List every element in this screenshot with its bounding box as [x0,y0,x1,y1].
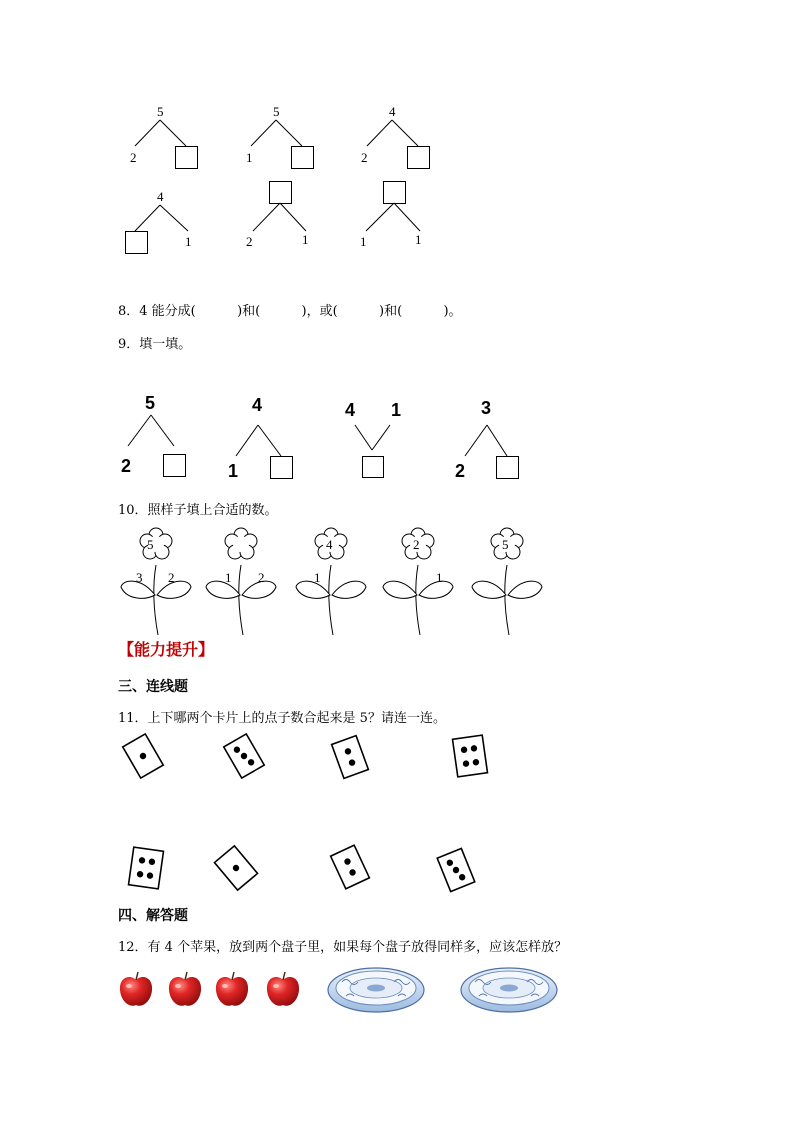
bond-top-right-number: 1 [391,400,402,420]
question-11: 11．上下哪两个卡片上的点子数合起来是 5？请连一连。 [118,711,446,726]
bond-top-number: 3 [481,398,492,418]
bond-right-number: 1 [185,234,192,249]
bond-left-number: 2 [130,150,137,165]
section-4-title: 四、解答题 [118,908,188,924]
question-9: 9．填一填。 [118,337,192,352]
flower-left-leaf-number: 1 [314,570,321,585]
flower-left-leaf-number: 1 [225,570,232,585]
apple-icon [216,972,248,1006]
bond-top-number: 4 [389,104,396,119]
bond-left-number: 1 [360,234,367,249]
bond-top-number: 5 [145,393,156,413]
apple-icon [169,972,201,1006]
bond-top-number: 4 [157,189,164,204]
bond-right-number: 1 [415,232,422,247]
plate-icon [328,968,424,1012]
section-3-title: 三、连线题 [118,679,188,695]
question-12: 12．有 4 个苹果，放到两个盘子里，如果每个盘子放得同样多，应该怎样放？ [118,940,568,955]
bond-left-number: 2 [455,461,466,481]
flower-left-leaf-number: 3 [136,570,143,585]
question-10: 10．照样子填上合适的数。 [118,503,278,518]
flower-right-leaf-number: 2 [258,570,265,585]
ability-banner: 【能力提升】 [118,640,215,659]
bond-left-number: 1 [228,461,239,481]
bond-top-left-number: 4 [345,400,356,420]
question-8: 8．4 能分成( )和( )，或( )和( )。 [118,304,462,319]
bond-right-number: 1 [302,232,309,247]
plate-icon [461,968,557,1012]
bond-left-number: 2 [246,234,253,249]
apple-icon [267,972,299,1006]
apple-icon [120,972,152,1006]
flower-right-leaf-number: 1 [436,570,443,585]
bond-top-number: 5 [273,104,280,119]
bond-top-number: 4 [252,395,263,415]
bond-left-number: 2 [121,456,132,476]
flower-right-leaf-number: 2 [168,570,175,585]
bond-left-number: 2 [361,150,368,165]
flower-head-number: 5 [147,537,154,552]
flower-head-number: 4 [326,537,333,552]
flower-head-number: 5 [502,537,509,552]
flower-head-number: 2 [413,537,420,552]
bond-top-number: 5 [157,104,164,119]
bond-left-number: 1 [246,150,253,165]
